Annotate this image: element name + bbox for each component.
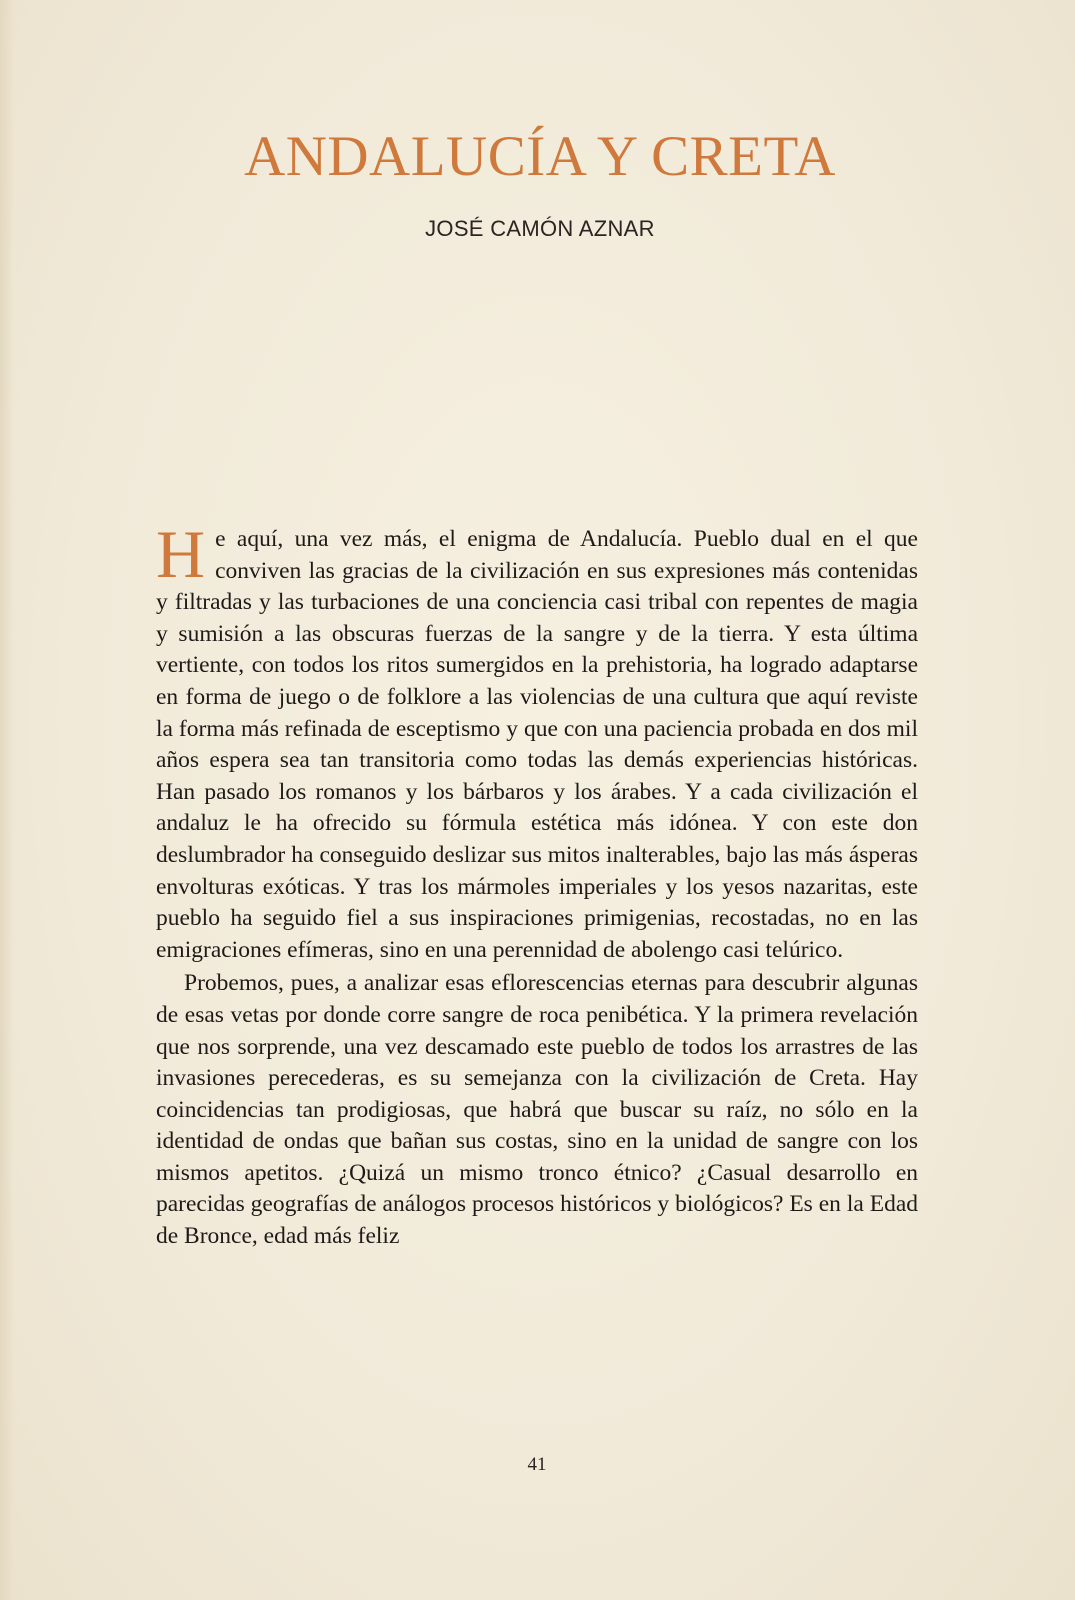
paragraph-1 (156, 516, 918, 966)
paragraph-1-text: e aquí, una vez más, el enigma de Andalucía. Pueblo dual en el que conviven las gracias de la civilización en sus expresiones más contenidas y filtradas y las turbaciones de una conciencia casi tribal con repentes de magia y sumisión a las obscuras fuerzas de la sangre y de la tierra. Y esta última vertiente, con todos los ritos sumergidos en la prehistoria, ha logrado adaptarse en forma de juego o de folklore a las violencias de una cultura que aquí reviste la forma más refinada de esceptismo y que con una paciencia probada en dos mil años espera sea tan transitoria como todas las demás experiencias históricas. Han pasado los romanos y los bárbaros y los árabes. Y a cada civilización el andaluz le ha ofrecido su fórmula estética más idónea. Y con este don deslumbrador ha conseguido deslizar sus mitos inalterables, bajo las más ásperas envolturas exóticas. Y tras los mármoles imperiales y los yesos nazaritas, este pueblo ha seguido fiel a sus inspiraciones primigenias, recostadas, no en las emigraciones efímeras, sino en una perennidad de abolengo casi telúrico. (156, 526, 918, 963)
page-gutter-shadow (0, 0, 14, 1600)
article-body (156, 516, 918, 1253)
page-number: 41 (527, 1454, 547, 1475)
paragraph-2: Probemos, pues, a analizar esas eflorescencias eternas para descubrir algunas de esas vetas por donde corre sangre de roca penibética. Y la primera revelación que nos sorprende, una vez descamado este pueblo de todos los arrastres de las invasiones perecederas, es su semejanza con la civilización de Creta. Hay coincidencias tan prodigiosas, que habrá que buscar su raíz, no sólo en la identidad de ondas que bañan sus costas, sino en la unidad de sangre con los mismos apetitos. ¿Quizá un mismo tronco étnico? ¿Casual desarrollo en parecidas geografías de análogos procesos históricos y biológicos? Es en la Edad de Bronce, edad más feliz (156, 970, 918, 1250)
article-title: ANDALUCÍA Y CRETA (244, 125, 836, 188)
article-author: JOSÉ CAMÓN AZNAR (425, 216, 655, 241)
drop-cap: H (156, 516, 206, 592)
